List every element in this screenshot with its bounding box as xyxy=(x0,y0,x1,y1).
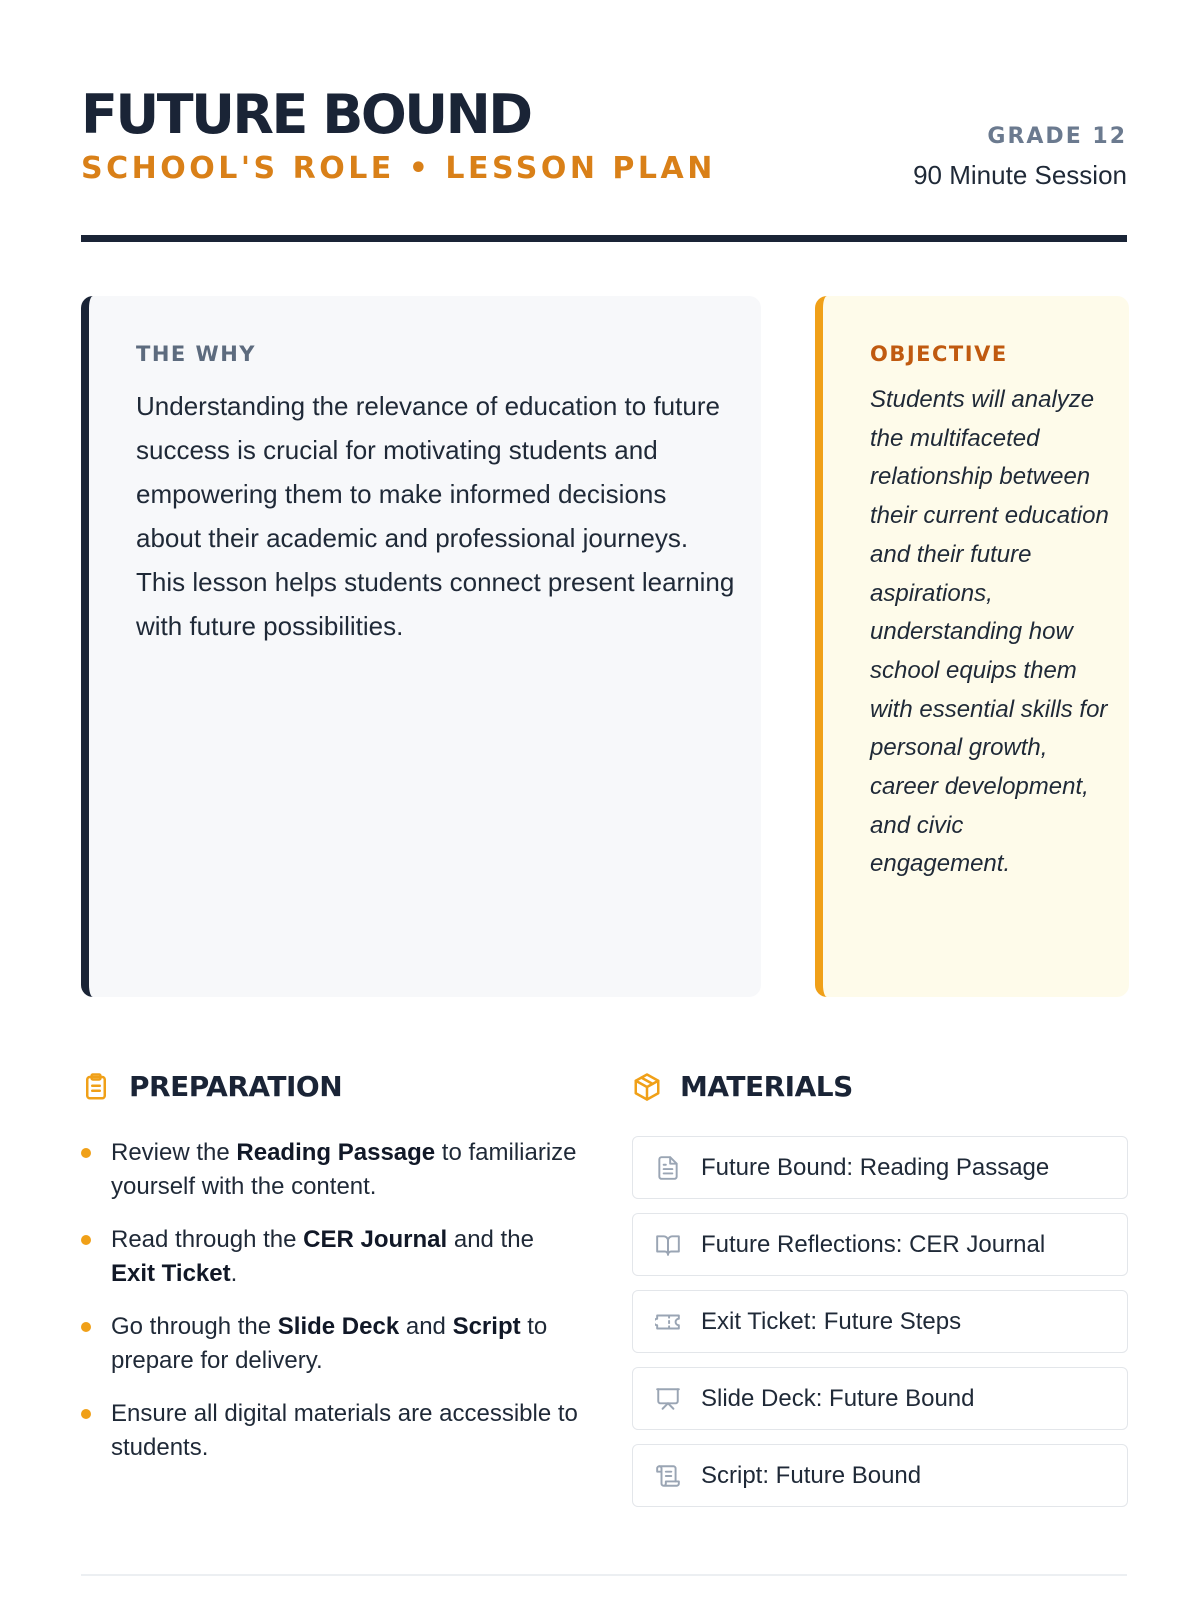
material-label: Future Bound: Reading Passage xyxy=(701,1153,1050,1181)
why-card xyxy=(81,296,761,997)
footer-divider xyxy=(81,1574,1127,1576)
why-text: Understanding the relevance of education to future success is crucial for motivating students and empowering them to make informed decisions about their academic and professional journeys. This lesson helps students connect present learning with future possibilities. xyxy=(136,391,735,641)
bullet-dot xyxy=(81,1235,91,1245)
page-title: FUTURE BOUND xyxy=(81,83,531,146)
list-item: Ensure all digital materials are accessible to students. xyxy=(81,1397,581,1465)
objective-card xyxy=(815,296,1129,997)
grade-label: GRADE 12 xyxy=(987,124,1127,149)
bullet-dot xyxy=(81,1148,91,1158)
material-cer-journal[interactable] xyxy=(632,1213,1128,1276)
package-icon xyxy=(632,1072,662,1102)
preparation-list xyxy=(81,1136,581,1484)
ticket-icon xyxy=(655,1309,681,1335)
materials-heading xyxy=(632,1070,853,1103)
list-item: Read through the CER Journal and the Exit Ticket. xyxy=(81,1223,581,1291)
material-label: Slide Deck: Future Bound xyxy=(701,1384,975,1412)
book-open-icon xyxy=(655,1232,681,1258)
header-divider xyxy=(81,235,1127,242)
material-label: Future Reflections: CER Journal xyxy=(701,1230,1046,1258)
session-length: 90 Minute Session xyxy=(913,160,1127,190)
material-reading-passage[interactable] xyxy=(632,1136,1128,1199)
materials-list xyxy=(632,1136,1128,1521)
list-item: Review the Reading Passage to familiarize yourself with the content. xyxy=(81,1136,581,1204)
scroll-icon xyxy=(655,1463,681,1489)
bullet-dot xyxy=(81,1322,91,1332)
bullet-dot xyxy=(81,1409,91,1419)
why-label: THE WHY xyxy=(136,342,257,366)
document-icon xyxy=(655,1155,681,1181)
objective-label: OBJECTIVE xyxy=(870,342,1008,366)
material-label: Script: Future Bound xyxy=(701,1461,922,1489)
list-item: Go through the Slide Deck and Script to prepare for delivery. xyxy=(81,1310,581,1378)
materials-title: MATERIALS xyxy=(680,1070,853,1103)
clipboard-icon xyxy=(81,1072,111,1102)
presentation-icon xyxy=(655,1386,681,1412)
material-script[interactable] xyxy=(632,1444,1128,1507)
objective-text: Students will analyze the multifaceted relationship between their current education and their future aspirations, understanding how school equips them with essential skills for personal growth, career development, and civic engagement. xyxy=(870,386,1109,878)
preparation-title: PREPARATION xyxy=(129,1070,343,1103)
header xyxy=(81,83,1127,238)
material-label: Exit Ticket: Future Steps xyxy=(701,1307,962,1335)
material-exit-ticket[interactable] xyxy=(632,1290,1128,1353)
page-subtitle: SCHOOL'S ROLE • LESSON PLAN xyxy=(81,151,716,186)
material-slide-deck[interactable] xyxy=(632,1367,1128,1430)
preparation-heading xyxy=(81,1070,342,1103)
